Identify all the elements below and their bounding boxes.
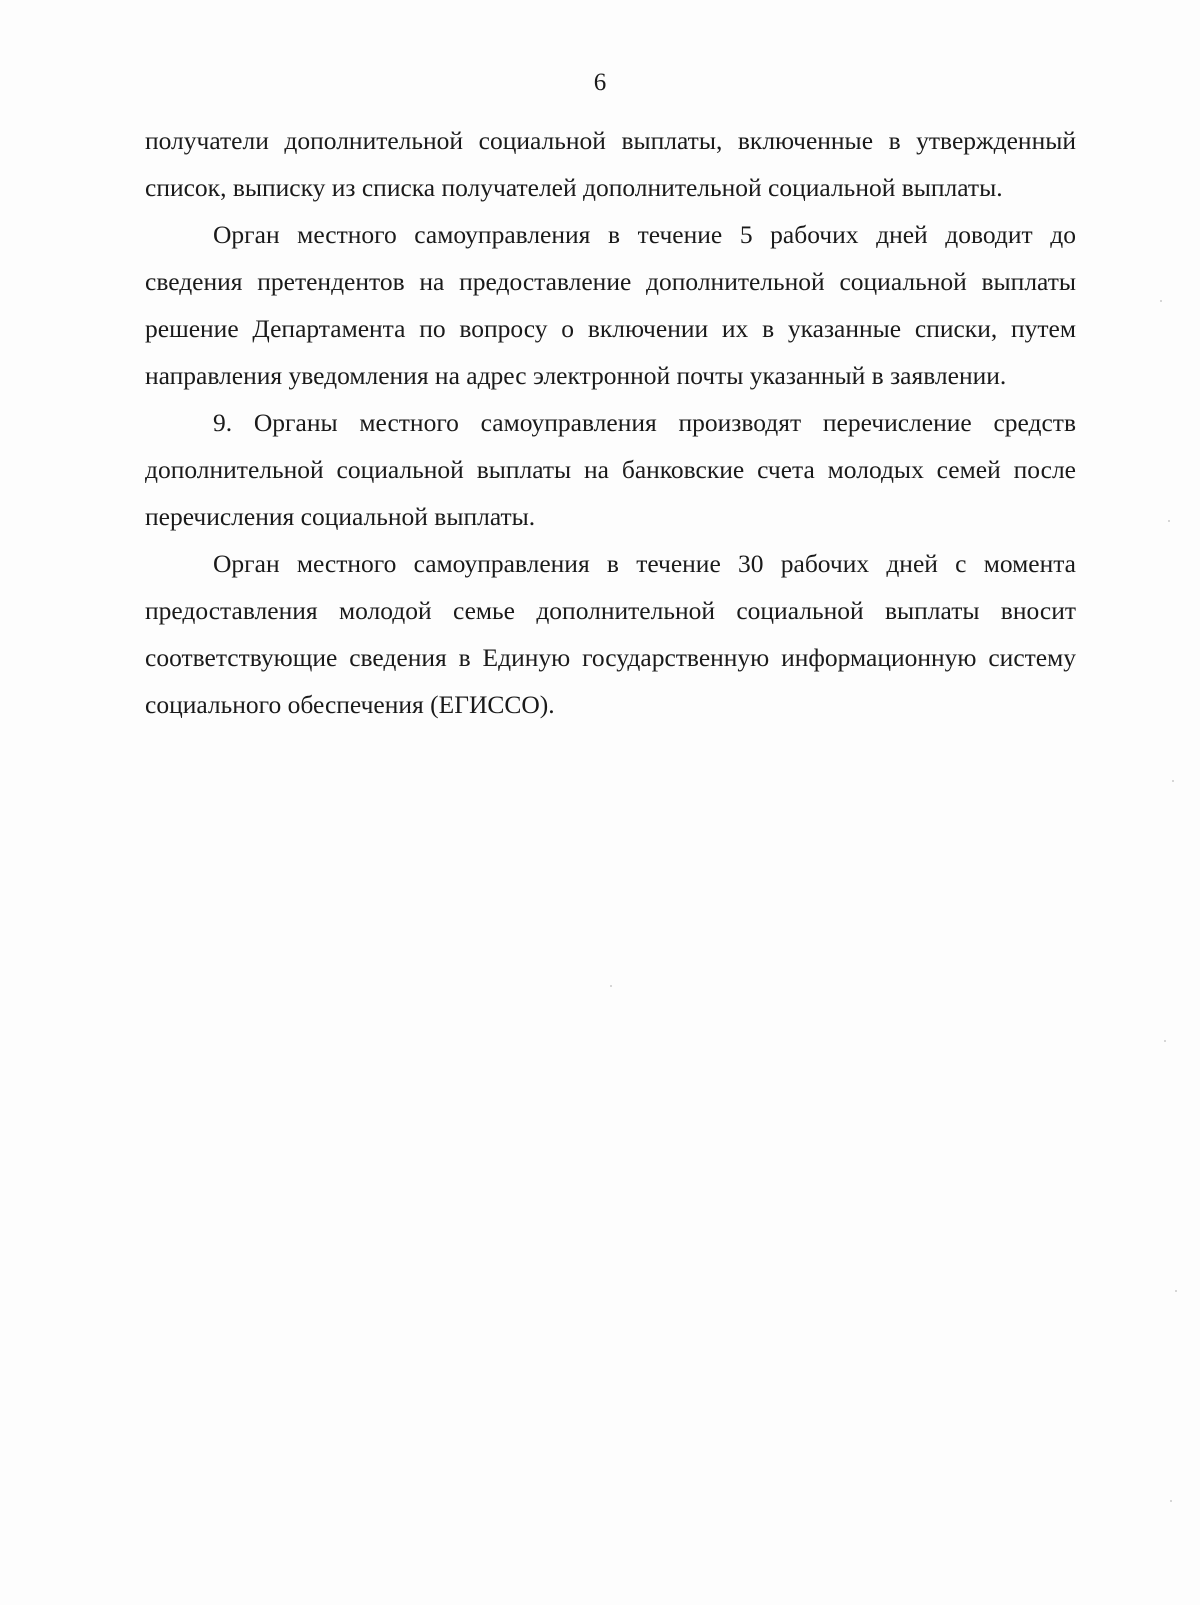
page-number: 6 — [593, 69, 607, 96]
paragraph-notification-of-decision: Орган местного самоуправления в течение 5 рабочих дней доводит до сведения претендентов на предоставление дополнительной социальной выплаты решение Департамента по вопросу о включении их в указанные списки, путем направления уведомления на адрес электронной почты указанный в заявлении. — [145, 220, 1076, 390]
scan-speck — [1172, 780, 1174, 782]
scan-speck — [1164, 1040, 1166, 1042]
paragraph-item-9-transfer-of-funds: 9. Органы местного самоуправления производят перечисление средств дополнительной социальной выплаты на банковские счета молодых семей после перечисления социальной выплаты. — [145, 408, 1076, 531]
document-body — [145, 117, 1076, 728]
scan-speck — [1170, 1500, 1172, 1502]
scan-speck — [1168, 520, 1170, 522]
paragraph-egisso-information: Орган местного самоуправления в течение 30 рабочих дней с момента предоставления молодой семье дополнительной социальной выплаты вносит соответствующие сведения в Единую государственную информационную систему социального обеспечения (ЕГИССО). — [145, 549, 1076, 719]
scan-speck — [1160, 300, 1162, 302]
scan-speck — [610, 985, 612, 987]
scan-speck — [1175, 1290, 1177, 1292]
paragraph-recipients-list-extract: получатели дополнительной социальной выплаты, включенные в утвержденный список, выписку из списка получателей дополнительной социальной выплаты. — [145, 126, 1076, 202]
